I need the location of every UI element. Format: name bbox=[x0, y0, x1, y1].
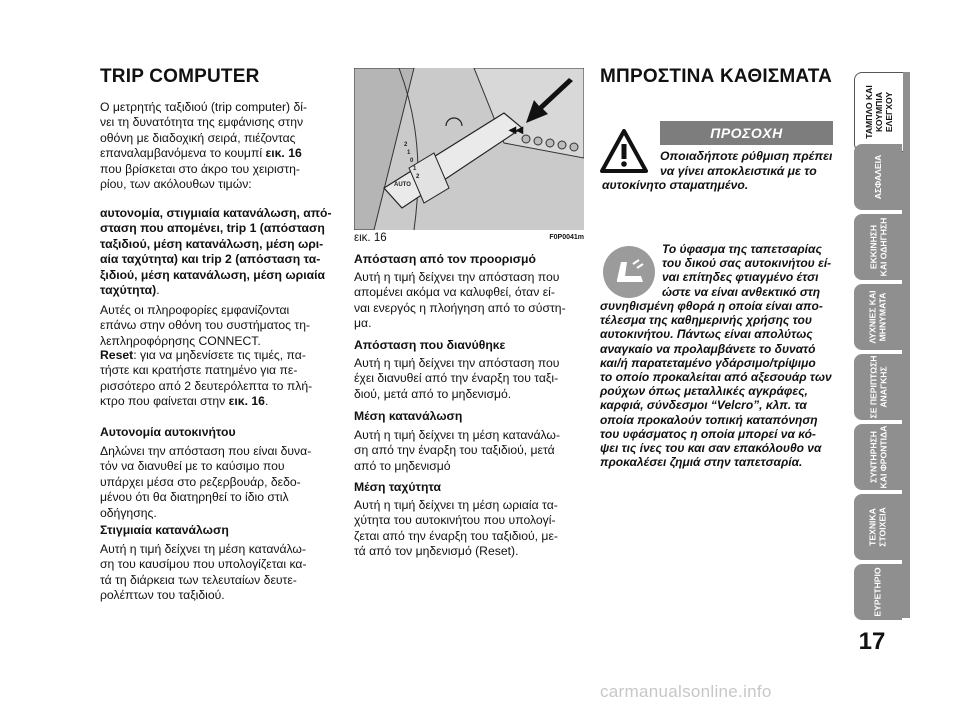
watermark: carmanualsonline.info bbox=[600, 682, 772, 701]
info-paragraph: Αυτές οι πληροφορίες εμφανίζονται επάνω στην οθόνη του συστήματος τη- λεπληροφόρησης CONNECT. bbox=[100, 303, 311, 348]
section-title-trip-computer: TRIP COMPUTER bbox=[100, 66, 260, 87]
dial-label: 2 bbox=[404, 142, 408, 148]
average-consumption-paragraph: Αυτή η τιμή δείχνει τη μέση κατανάλω- ση από την έναρξη του ταξιδιού, μετά από το μηδενισμό bbox=[354, 428, 561, 473]
tab-emergency[interactable]: ΣΕ ΠΕΡΙΠΤΩΣΗ ΑΝΑΓΚΗΣ bbox=[854, 354, 902, 420]
steering-stalk-figure bbox=[354, 68, 584, 230]
figure-reference: εικ. 16 bbox=[265, 146, 302, 161]
dial-label: 1 bbox=[413, 166, 417, 172]
warning-triangle-icon bbox=[600, 129, 648, 173]
svg-text:◂◂: ◂◂ bbox=[509, 121, 524, 137]
figure-label: εικ. 16 bbox=[354, 232, 387, 244]
dial-label: 1 bbox=[407, 150, 411, 156]
average-consumption-heading: Μέση κατανάλωση bbox=[354, 409, 463, 423]
section-title-front-seats: ΜΠΡΟΣΤΙΝΑ ΚΑΘΙΣΜΑΤΑ bbox=[600, 66, 833, 87]
tab-safety[interactable]: ΑΣΦΑΛΕΙΑ bbox=[854, 144, 902, 210]
tab-starting-driving[interactable]: ΕΚΚΙΝΗΣΗ ΚΑΙ ΟΔΗΓΗΣΗ bbox=[854, 214, 902, 280]
dial-label: AUTO bbox=[394, 182, 411, 188]
warning-text-last: αυτοκίνητο σταματημένο. bbox=[602, 178, 749, 192]
tab-index[interactable]: ΕΥΡΕΤΗΡΙΟ bbox=[854, 564, 902, 620]
average-speed-paragraph: Αυτή η τιμή δείχνει τη μέση ωριαία τα- χύτητα του αυτοκινήτου που υπολογί- ζεται από την έναρξη του ταξιδιού, με- τά από τον μηδενισμό (Reset). bbox=[354, 498, 558, 559]
instant-consumption-heading: Στιγμιαία κατανάλωση bbox=[100, 523, 229, 537]
tab-warning-lights[interactable]: ΛΥΧΝΙΕΣ ΚΑΙ ΜΗΝΥΜΑΤΑ bbox=[854, 284, 902, 350]
upholstery-note bbox=[600, 240, 833, 470]
note-text-indented: Το ύφασμα της ταπετσαρίας του δικού σας αυτοκινήτου εί- ναι επίτηδες φτιαγμένο έτσι ώστε να είναι ανθεκτικό στη bbox=[662, 242, 832, 299]
dial-label: 0 bbox=[410, 158, 414, 164]
average-speed-heading: Μέση ταχύτητα bbox=[354, 480, 441, 494]
warning-label: ΠΡΟΣΟΧΗ bbox=[660, 121, 833, 145]
tab-dashboard-controls[interactable]: ΤΑΜΠΛΟ ΚΑΙ ΚΟΥΜΠΙΑ ΕΛΕΓΧΟΥ bbox=[854, 72, 903, 152]
stalk-illustration bbox=[354, 68, 584, 230]
autonomy-heading: Αυτονομία αυτοκινήτου bbox=[100, 425, 236, 439]
warning-text: Οποιαδήποτε ρύθμιση πρέπει να γίνει αποκλειστικά με το bbox=[660, 149, 833, 178]
intro-paragraph: Ο μετρητής ταξιδιού (trip computer) δί- νει τη δυνατότητα της εμφάνισης στην οθόνη με διαδοχική σειρά, πιέζοντας επαναλαμβανόμενα το κουμπί εικ. 16 που βρίσκεται στο άκρο του χειριστη- ρίου, των ακόλουθων τιμών: bbox=[100, 100, 308, 192]
distance-to-destination-heading: Απόσταση από τον προορισμό bbox=[354, 252, 536, 266]
tab-maintenance[interactable]: ΣΥΝΤΗΡΗΣΗ ΚΑΙ ΦΡΟΝΤΙΔΑ bbox=[854, 424, 902, 490]
page-number: 17 bbox=[858, 628, 886, 655]
distance-travelled-paragraph: Αυτή η τιμή δείχνει την απόσταση που έχει διανυθεί από την έναρξη του ταξι- διού, μετά από το μηδενισμό. bbox=[354, 356, 560, 401]
distance-to-destination-paragraph: Αυτή η τιμή δείχνει την απόσταση που απομένει ακόμα να καλυφθεί, όταν εί- ναι ενεργός η πλοήγηση από το σύστη- μα. bbox=[354, 270, 566, 331]
sidebar-strip bbox=[902, 72, 910, 618]
instant-consumption-paragraph: Αυτή η τιμή δείχνει τη μέση κατανάλω- ση του καυσίμου που υπολογίζεται κα- τά τη διάρκεια των τελευταίων δευτε- ρολέπτων του ταξιδιού. bbox=[100, 542, 307, 603]
distance-travelled-heading: Απόσταση που διανύθηκε bbox=[354, 338, 506, 352]
figure-code: F0P0041m bbox=[549, 234, 584, 241]
dial-label: 2 bbox=[416, 174, 420, 180]
tab-technical-data[interactable]: ΤΕΧΝΙΚΑ ΣΤΟΙΧΕΙΑ bbox=[854, 494, 902, 560]
seat-icon bbox=[603, 246, 655, 298]
figure-caption bbox=[354, 232, 584, 244]
note-text-full: συνηθισμένη φθορά η οποία είναι απο- τέλεσμα της καθημερινής χρήσης του αυτοκινήτου. Πάντως είναι απολύτως αναγκαίο να προλαμβάνετε το δυνατό και/ή παρατεταμένο γδάρσιμο/τρίψιμο το οποίο προκαλείται από αξεσουάρ των ρούχων όπως μεταλλικές αγκράφες, καρφιά, σύνδεσμοι “Velcro”, κλπ. τα οποία προκαλούν τοπική καταπόνηση του υφάσματος η οποία μπορεί να κό- ψει τις ίνες του και σαν επακόλουθο να προκαλέσει ζημιά στην ταπετσαρία. bbox=[600, 299, 832, 470]
values-list-paragraph: αυτονομία, στιγμιαία κατανάλωση, από- σταση που απομένει, trip 1 (απόσταση ταξιδιού, μέση κατανάλωση, μέση ωρι- αία ταχύτητα) και trip 2 (απόσταση τα- ξιδιού, μέση κατανάλωση, μέση ωριαία ταχύτητα). bbox=[100, 206, 332, 298]
reset-paragraph: Reset: για να μηδενίσετε τις τιμές, πα- τήστε και κρατήστε πατημένο για πε- ρισσότερο από 2 δευτερόλεπτα το πλή- κτρο που φαίνεται στην εικ. 16. bbox=[100, 348, 313, 409]
warning-box bbox=[600, 121, 833, 197]
autonomy-paragraph: Δηλώνει την απόσταση που είναι δυνα- τόν να διανυθεί με το καύσιμο που υπάρχει μέσα στο ρεζερβουάρ, δεδο- μένου ότι θα διατηρηθεί το ίδιο στιλ οδήγησης. bbox=[100, 444, 312, 520]
